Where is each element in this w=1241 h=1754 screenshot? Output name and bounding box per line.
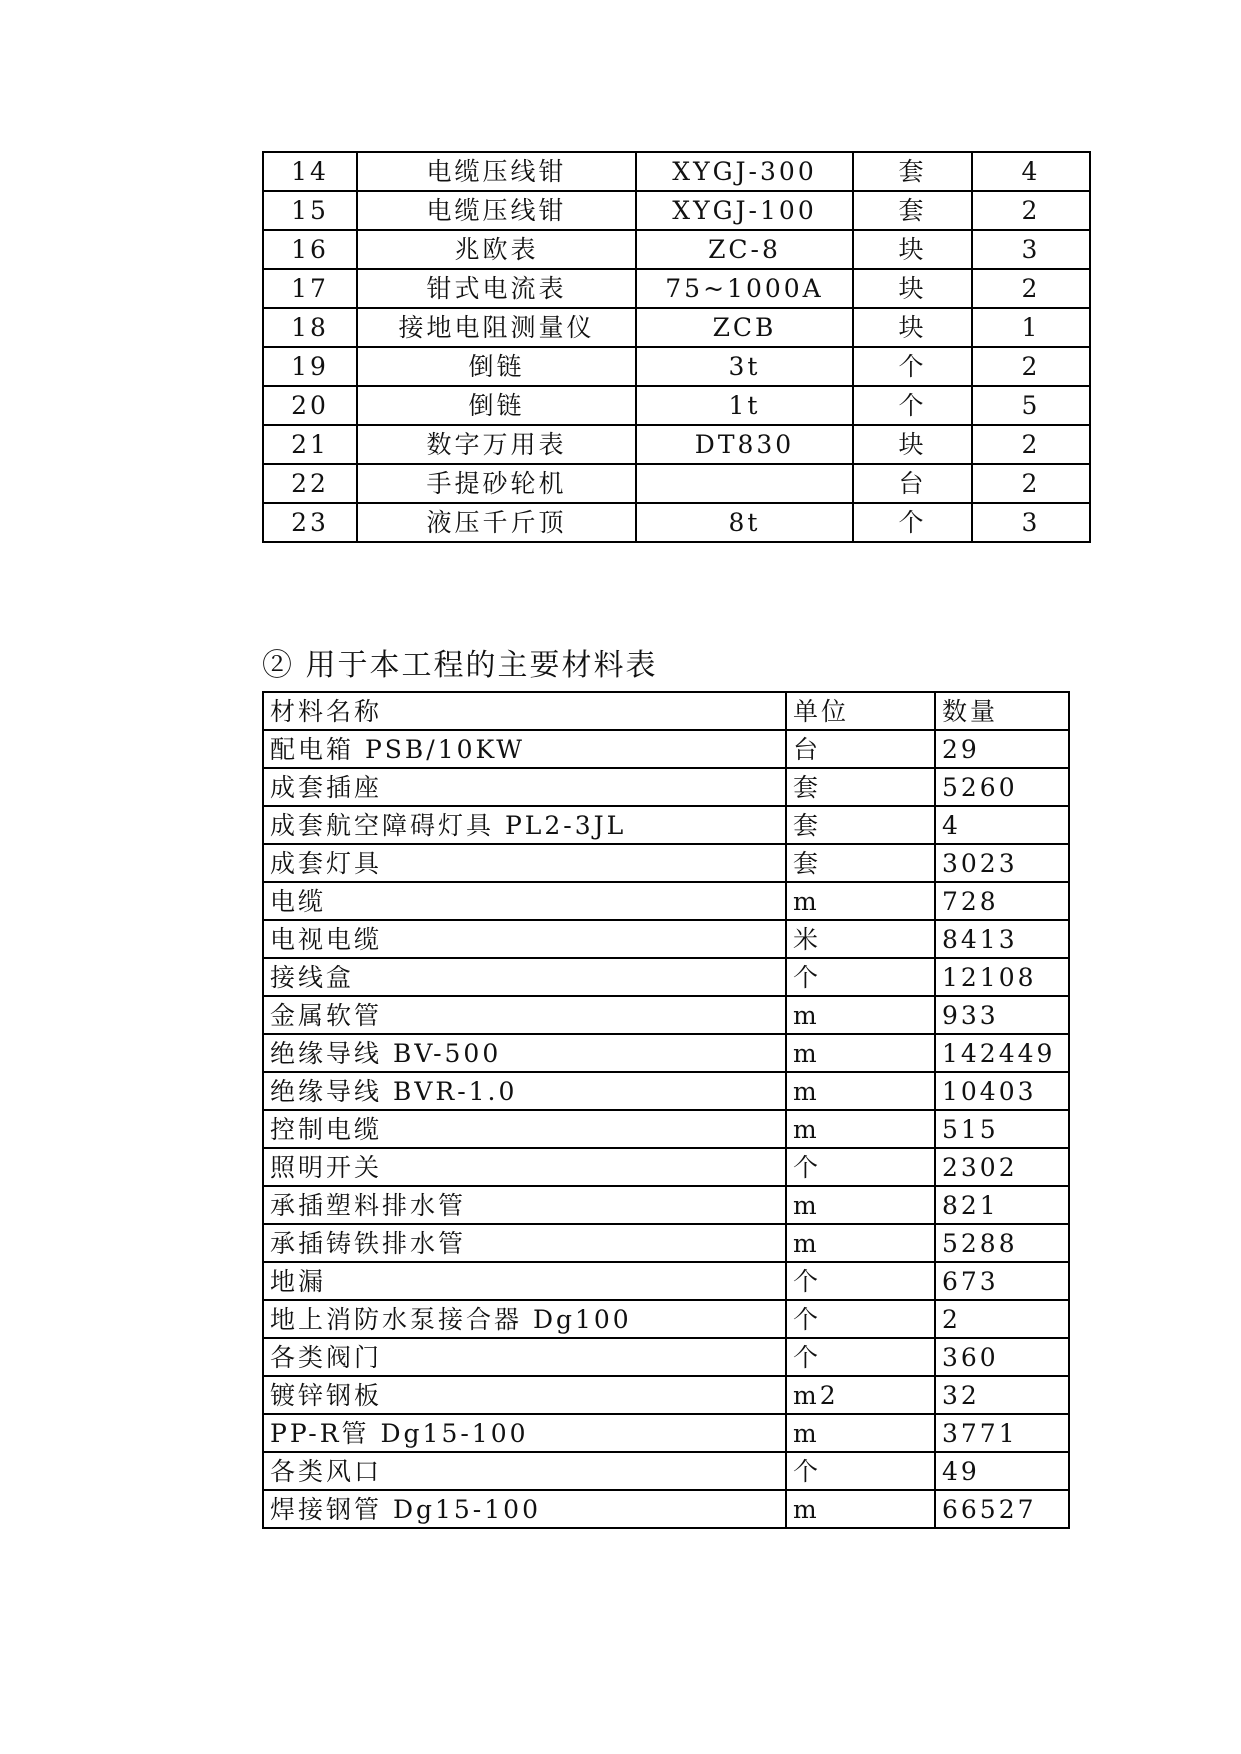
material-name-cell: 成套灯具 (263, 844, 786, 882)
unit-cell: 套 (853, 152, 972, 191)
table-row (263, 1490, 1069, 1528)
tool-name-cell: 兆欧表 (357, 230, 636, 269)
material-name-cell: 电缆 (263, 882, 786, 920)
unit-cell: m (786, 1490, 935, 1528)
quantity-cell: 66527 (935, 1490, 1069, 1528)
quantity-cell: 5288 (935, 1224, 1069, 1262)
unit-cell: 台 (786, 730, 935, 768)
model-cell: DT830 (636, 425, 853, 464)
table-row (263, 1224, 1069, 1262)
quantity-cell: 2 (972, 269, 1090, 308)
tool-name-cell: 钳式电流表 (357, 269, 636, 308)
table-row (263, 347, 1090, 386)
row-number-cell: 23 (263, 503, 357, 542)
table-row (263, 1110, 1069, 1148)
quantity-cell: 2 (935, 1300, 1069, 1338)
material-name-cell: 成套插座 (263, 768, 786, 806)
unit-cell: 台 (853, 464, 972, 503)
quantity-cell: 2 (972, 464, 1090, 503)
unit-cell: m (786, 882, 935, 920)
row-number-cell: 15 (263, 191, 357, 230)
model-cell: ZCB (636, 308, 853, 347)
table-row (263, 730, 1069, 768)
tool-name-cell: 电缆压线钳 (357, 191, 636, 230)
tool-name-cell: 倒链 (357, 386, 636, 425)
unit-cell: 个 (786, 1148, 935, 1186)
table-row (263, 844, 1069, 882)
quantity-cell: 2 (972, 425, 1090, 464)
row-number-cell: 16 (263, 230, 357, 269)
material-name-cell: 各类阀门 (263, 1338, 786, 1376)
table-row (263, 1300, 1069, 1338)
table-row (263, 806, 1069, 844)
unit-cell: 套 (853, 191, 972, 230)
table-row (263, 386, 1090, 425)
quantity-cell: 1 (972, 308, 1090, 347)
quantity-cell: 3 (972, 503, 1090, 542)
material-name-cell: 承插铸铁排水管 (263, 1224, 786, 1262)
header-quantity: 数量 (935, 692, 1069, 730)
unit-cell: 个 (786, 1452, 935, 1490)
quantity-cell: 49 (935, 1452, 1069, 1490)
model-cell: 3t (636, 347, 853, 386)
unit-cell: m (786, 1072, 935, 1110)
quantity-cell: 142449 (935, 1034, 1069, 1072)
model-cell: 1t (636, 386, 853, 425)
material-name-cell: 镀锌钢板 (263, 1376, 786, 1414)
table-row (263, 230, 1090, 269)
table-row (263, 1186, 1069, 1224)
unit-cell: m (786, 1414, 935, 1452)
table-row (263, 1414, 1069, 1452)
quantity-cell: 5 (972, 386, 1090, 425)
row-number-cell: 22 (263, 464, 357, 503)
table-row (263, 1338, 1069, 1376)
model-cell: 8t (636, 503, 853, 542)
row-number-cell: 20 (263, 386, 357, 425)
unit-cell: 个 (853, 386, 972, 425)
material-name-cell: 地漏 (263, 1262, 786, 1300)
unit-cell: 个 (853, 347, 972, 386)
unit-cell: 套 (786, 844, 935, 882)
table-row (263, 1148, 1069, 1186)
header-material-name: 材料名称 (263, 692, 786, 730)
quantity-cell: 728 (935, 882, 1069, 920)
table-row (263, 882, 1069, 920)
tools-table-body (263, 152, 1090, 542)
row-number-cell: 21 (263, 425, 357, 464)
material-name-cell: 控制电缆 (263, 1110, 786, 1148)
table-row (263, 191, 1090, 230)
unit-cell: 块 (853, 269, 972, 308)
material-name-cell: 绝缘导线 BV-500 (263, 1034, 786, 1072)
materials-table (262, 691, 1070, 1529)
table-row (263, 768, 1069, 806)
material-name-cell: 金属软管 (263, 996, 786, 1034)
quantity-cell: 32 (935, 1376, 1069, 1414)
material-name-cell: 照明开关 (263, 1148, 786, 1186)
quantity-cell: 5260 (935, 768, 1069, 806)
materials-section-heading: ② 用于本工程的主要材料表 (262, 648, 658, 683)
quantity-cell: 4 (972, 152, 1090, 191)
quantity-cell: 3 (972, 230, 1090, 269)
quantity-cell: 673 (935, 1262, 1069, 1300)
quantity-cell: 4 (935, 806, 1069, 844)
table-row (263, 152, 1090, 191)
tool-name-cell: 数字万用表 (357, 425, 636, 464)
header-row (263, 692, 1069, 730)
unit-cell: 个 (786, 1300, 935, 1338)
unit-cell: 块 (853, 230, 972, 269)
unit-cell: 米 (786, 920, 935, 958)
material-name-cell: 地上消防水泵接合器 Dg100 (263, 1300, 786, 1338)
tools-table (262, 151, 1091, 543)
unit-cell: m2 (786, 1376, 935, 1414)
quantity-cell: 3023 (935, 844, 1069, 882)
quantity-cell: 2302 (935, 1148, 1069, 1186)
row-number-cell: 18 (263, 308, 357, 347)
model-cell (636, 464, 853, 503)
material-name-cell: 接线盒 (263, 958, 786, 996)
table-row (263, 1262, 1069, 1300)
material-name-cell: 焊接钢管 Dg15-100 (263, 1490, 786, 1528)
quantity-cell: 12108 (935, 958, 1069, 996)
quantity-cell: 821 (935, 1186, 1069, 1224)
table-row (263, 269, 1090, 308)
unit-cell: 个 (853, 503, 972, 542)
quantity-cell: 2 (972, 191, 1090, 230)
unit-cell: m (786, 1034, 935, 1072)
quantity-cell: 8413 (935, 920, 1069, 958)
table-row (263, 425, 1090, 464)
material-name-cell: 各类风口 (263, 1452, 786, 1490)
materials-table-body (263, 730, 1069, 1528)
table-row (263, 1072, 1069, 1110)
unit-cell: m (786, 996, 935, 1034)
table-row (263, 996, 1069, 1034)
table-row (263, 1452, 1069, 1490)
quantity-cell: 29 (935, 730, 1069, 768)
quantity-cell: 2 (972, 347, 1090, 386)
table-row (263, 958, 1069, 996)
quantity-cell: 515 (935, 1110, 1069, 1148)
material-name-cell: 电视电缆 (263, 920, 786, 958)
quantity-cell: 10403 (935, 1072, 1069, 1110)
table-row (263, 464, 1090, 503)
material-name-cell: PP-R管 Dg15-100 (263, 1414, 786, 1452)
model-cell: XYGJ-100 (636, 191, 853, 230)
unit-cell: 套 (786, 768, 935, 806)
model-cell: 75~1000A (636, 269, 853, 308)
row-number-cell: 19 (263, 347, 357, 386)
quantity-cell: 933 (935, 996, 1069, 1034)
table-row (263, 1034, 1069, 1072)
model-cell: ZC-8 (636, 230, 853, 269)
unit-cell: m (786, 1110, 935, 1148)
quantity-cell: 360 (935, 1338, 1069, 1376)
materials-table-header (263, 692, 1069, 730)
material-name-cell: 成套航空障碍灯具 PL2-3JL (263, 806, 786, 844)
unit-cell: 个 (786, 958, 935, 996)
material-name-cell: 承插塑料排水管 (263, 1186, 786, 1224)
header-unit: 单位 (786, 692, 935, 730)
row-number-cell: 17 (263, 269, 357, 308)
unit-cell: m (786, 1224, 935, 1262)
table-row (263, 920, 1069, 958)
quantity-cell: 3771 (935, 1414, 1069, 1452)
tool-name-cell: 倒链 (357, 347, 636, 386)
table-row (263, 1376, 1069, 1414)
table-row (263, 308, 1090, 347)
unit-cell: 块 (853, 425, 972, 464)
unit-cell: 个 (786, 1262, 935, 1300)
tool-name-cell: 电缆压线钳 (357, 152, 636, 191)
unit-cell: 个 (786, 1338, 935, 1376)
tool-name-cell: 液压千斤顶 (357, 503, 636, 542)
material-name-cell: 配电箱 PSB/10KW (263, 730, 786, 768)
model-cell: XYGJ-300 (636, 152, 853, 191)
table-row (263, 503, 1090, 542)
tool-name-cell: 手提砂轮机 (357, 464, 636, 503)
unit-cell: m (786, 1186, 935, 1224)
unit-cell: 套 (786, 806, 935, 844)
material-name-cell: 绝缘导线 BVR-1.0 (263, 1072, 786, 1110)
unit-cell: 块 (853, 308, 972, 347)
row-number-cell: 14 (263, 152, 357, 191)
tool-name-cell: 接地电阻测量仪 (357, 308, 636, 347)
